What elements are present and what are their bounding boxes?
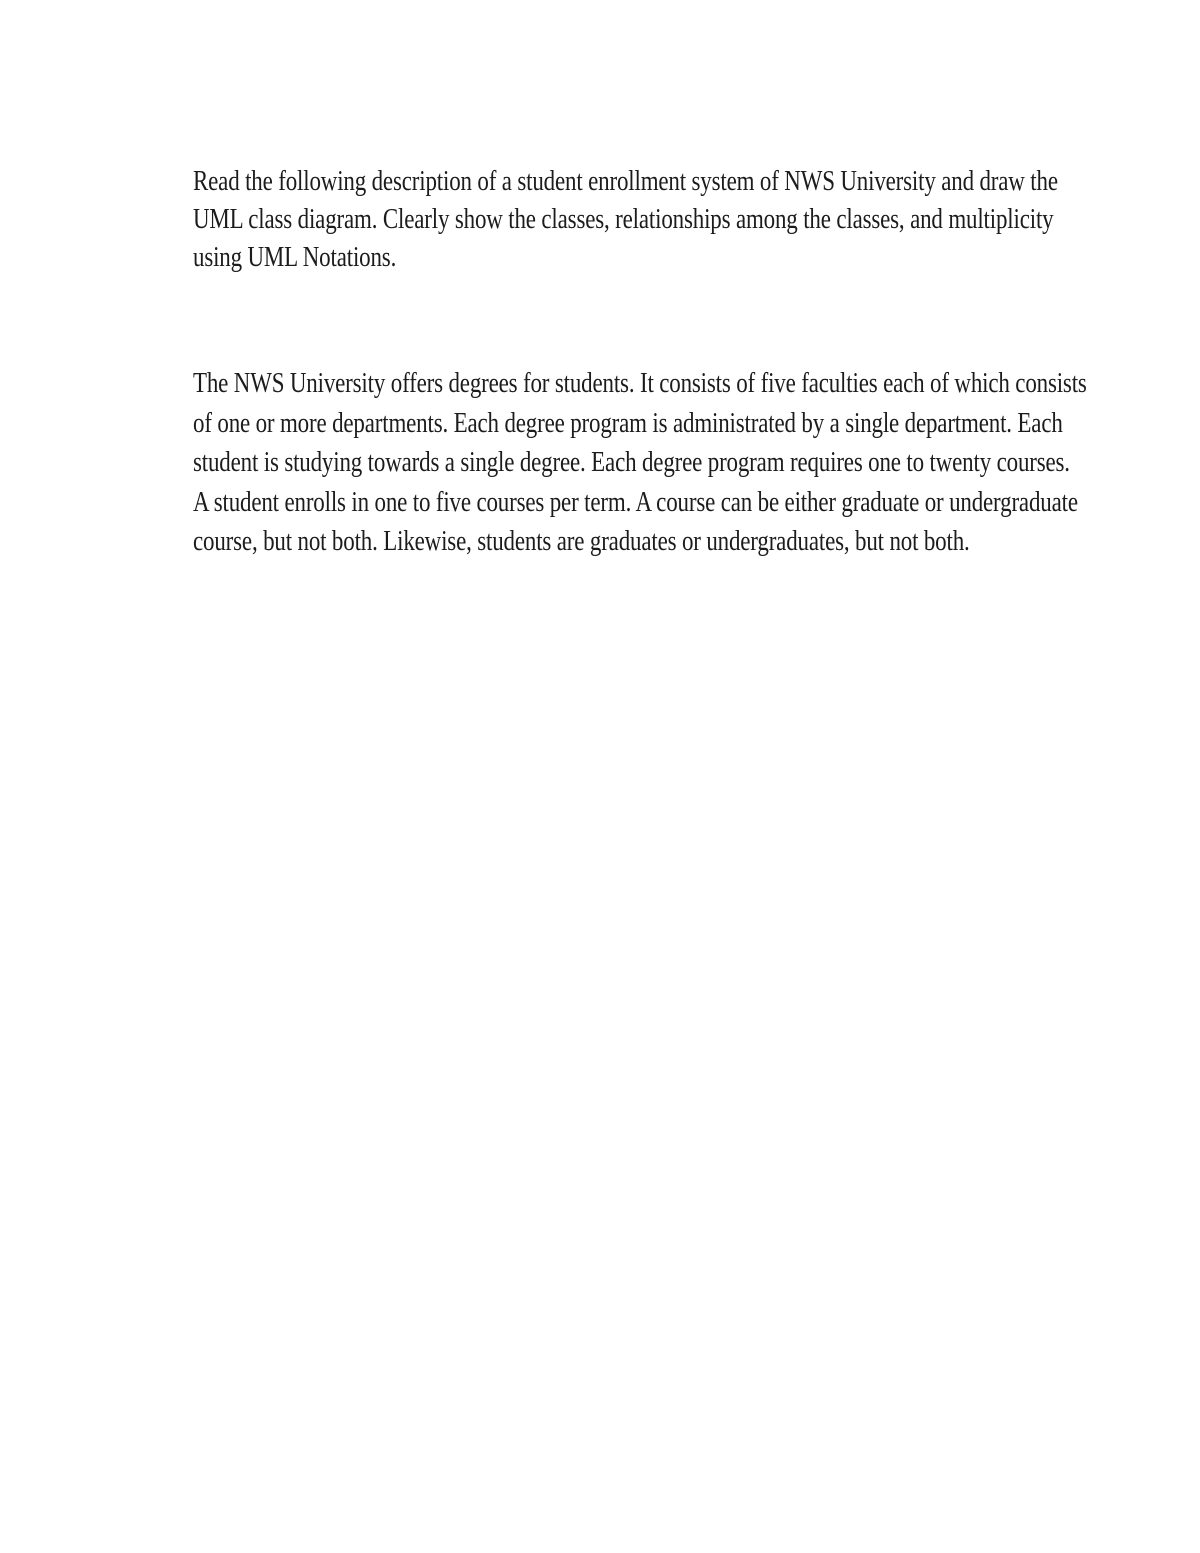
- instructions-line-1: Read the following description of a student enrollment system of NWS University and draw the: [193, 166, 1058, 197]
- description-line-3: student is studying towards a single degree. Each degree program requires one to twenty courses.: [193, 447, 1070, 478]
- description-line-2: of one or more departments. Each degree program is administrated by a single department. Each: [193, 407, 1063, 439]
- description-line-5: course, but not both. Likewise, students are graduates or undergraduates, but not both.: [193, 526, 970, 557]
- description-paragraph: [193, 364, 1087, 562]
- instructions-paragraph: [193, 163, 1058, 277]
- instructions-line-3: using UML Notations.: [193, 242, 397, 273]
- description-line-1: The NWS University offers degrees for students. It consists of five faculties each of which consists: [193, 368, 1087, 399]
- instructions-line-2: UML class diagram. Clearly show the classes, relationships among the classes, and multiplicity: [193, 204, 1054, 235]
- description-line-4: A student enrolls in one to five courses per term. A course can be either graduate or undergraduate: [193, 486, 1078, 518]
